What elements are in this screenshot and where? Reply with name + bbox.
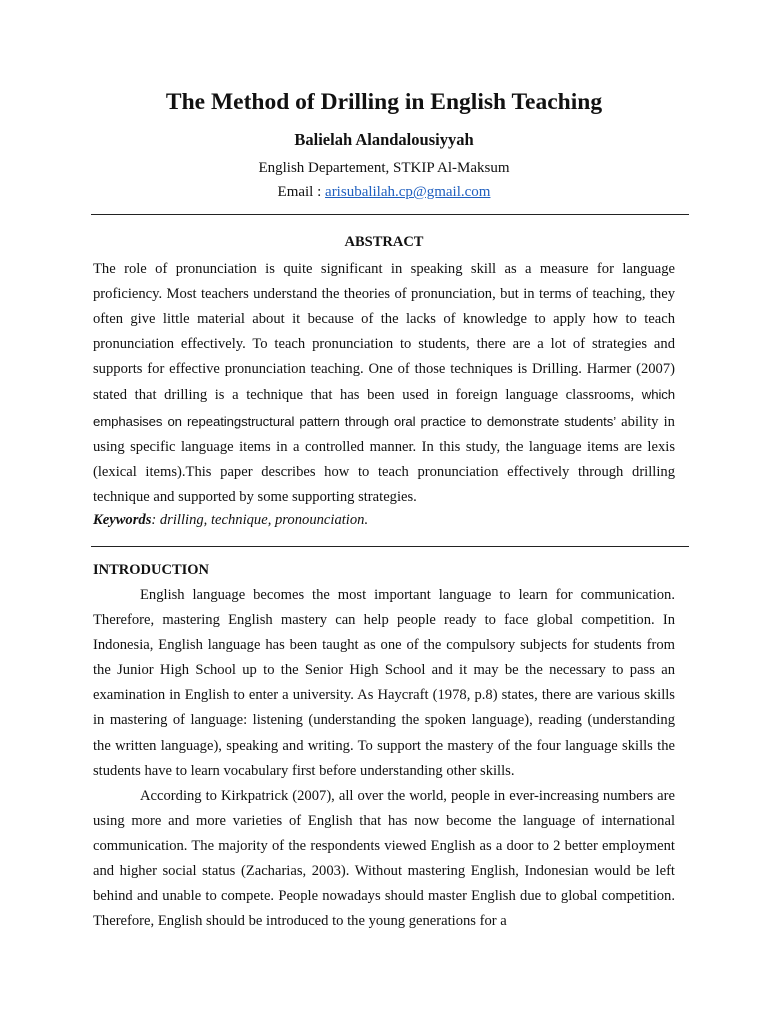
abstract-heading: ABSTRACT	[344, 234, 424, 250]
author-affiliation: English Departement, STKIP Al-Maksum	[258, 160, 510, 176]
introduction-paragraph-1: English language becomes the most important language to learn for communication. Therefore, mastering English mastery can help people ready to face global competition. In Indonesia, English language has been taught as one of the compulsory subjects for students from the Junior High School up to the Senior High School and it may be the necessary to pass an examination in English to enter a university. As Haycraft (1978, p.8) states, there are various skills in mastering of language: listening (understanding the spoken language), reading (understanding the written language), speaking and writing. To support the mastery of the four language skills the students have to learn vocabulary first before understanding other skills.	[93, 587, 675, 779]
abstract-text	[93, 257, 675, 510]
abstract-text-part3: ability in using specific language items in a controlled manner. In this study, the language items are lexis (lexical items).This paper describes how to teach pronunciation effectively through drilling technique and supported by some supporting strategies.	[93, 413, 675, 505]
email-link[interactable]: arisubalilah.cp@gmail.com	[325, 184, 491, 200]
keywords-line	[93, 508, 368, 533]
introduction-paragraph-2: According to Kirkpatrick (2007), all over the world, people in ever-increasing numbers are using more and more varieties of English that has now become the language of international communication. The majority of the respondents viewed English as a door to 2 better employment and higher social status (Zacharias, 2003). Without mastering English, Indonesian would be left behind and unable to compete. People nowadays should master English due to global competition. Therefore, English should be introduced to the young generations for a	[93, 788, 675, 930]
author-name: Balielah Alandalousiyyah	[294, 130, 474, 149]
paper-title: The Method of Drilling in English Teaching	[165, 89, 603, 115]
keywords-label: Keywords	[93, 512, 152, 528]
author-email-line	[0, 181, 768, 203]
abstract-divider	[91, 546, 689, 547]
keywords-value: : drilling, technique, pronounciation.	[151, 512, 369, 528]
email-label: Email :	[277, 184, 326, 200]
abstract-text-part2: which emphasises on repeatingstructural pattern through oral practice to demonstrate students’	[93, 387, 675, 429]
introduction-heading: INTRODUCTION	[93, 562, 210, 578]
abstract-text-part1: The role of pronunciation is quite significant in speaking skill as a measure for language proficiency. Most teachers understand the theories of pronunciation, but in terms of teaching, they often give little material about it because of the lacks of knowledge to apply how to teach pronunciation effectively. To teach pronunciation to students, there are a lot of strategies and supports for effective pronunciation teaching. One of those techniques is Drilling. Harmer (2007) stated that drilling is a technique that has been used in foreign language classrooms,	[93, 261, 675, 404]
header-divider	[91, 214, 689, 215]
